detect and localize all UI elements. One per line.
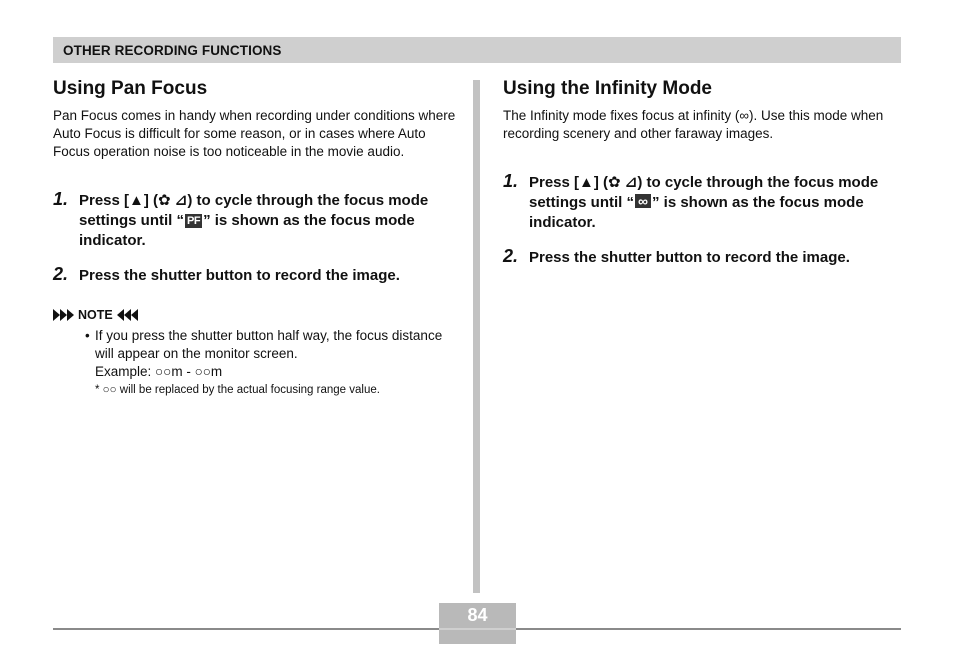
left-column [53, 77, 458, 398]
pan-focus-icon: PF [187, 215, 201, 227]
step-text: Press the shutter button to record the image. [79, 267, 400, 284]
step-text: Press the shutter button to record the image. [529, 249, 850, 266]
step-number: 1. [53, 189, 69, 209]
step-text-part: ) to cycle through the focus mode settings until “ [79, 192, 429, 229]
focus-mode-glyphs: ✿ ⊿ [158, 192, 188, 209]
step-text-part: ) to cycle through the focus mode settings until “ [529, 174, 879, 211]
step-text-part: Press [▲] ( [79, 192, 159, 209]
note-left-arrows-icon [53, 309, 74, 321]
pan-focus-step-2 [53, 266, 458, 286]
note-right-arrows-icon [117, 309, 138, 321]
note-body [85, 327, 458, 398]
pan-focus-title: Using Pan Focus [53, 78, 208, 99]
note-bullet: • If you press the shutter button half way, the focus distance will appear on the monitor screen. [85, 327, 458, 363]
note-block [53, 308, 458, 398]
step-number: 1. [503, 171, 519, 191]
pan-focus-step-1 [53, 191, 458, 251]
step-text-part: Press [▲] ( [529, 174, 609, 191]
infinity-step-2 [503, 248, 903, 268]
note-header [53, 308, 458, 322]
infinity-mode-intro: The Infinity mode fixes focus at infinity (∞). Use this mode when recording scenery and other faraway images. [503, 108, 884, 141]
right-column [503, 77, 903, 268]
infinity-icon: ∞ [635, 194, 651, 208]
page-number: 84 [439, 603, 516, 628]
page-number-box [439, 603, 516, 644]
step-number: 2. [53, 264, 69, 284]
step-number: 2. [503, 246, 519, 266]
column-divider [473, 80, 480, 593]
step-text-part: ” is shown as the focus mode indicator. [79, 212, 415, 249]
section-header-title: OTHER RECORDING FUNCTIONS [63, 43, 282, 58]
step-text-part: ” is shown as the focus mode indicator. [529, 194, 864, 231]
infinity-mode-title: Using the Infinity Mode [503, 78, 712, 99]
pan-focus-intro: Pan Focus comes in handy when recording under conditions where Auto Focus is difficult for some reason, or in cases where Auto Focus operation noise is too noticeable in the movie audio. [53, 108, 456, 159]
note-label: NOTE [78, 308, 113, 322]
section-header-bar [53, 37, 901, 63]
page-number-tab [439, 630, 516, 644]
note-example: Example: ○○m - ○○m [95, 364, 223, 379]
note-footnote: * ○○ will be replaced by the actual focusing range value. [95, 384, 380, 396]
focus-mode-glyphs: ✿ ⊿ [608, 174, 638, 191]
infinity-step-1 [503, 173, 903, 233]
